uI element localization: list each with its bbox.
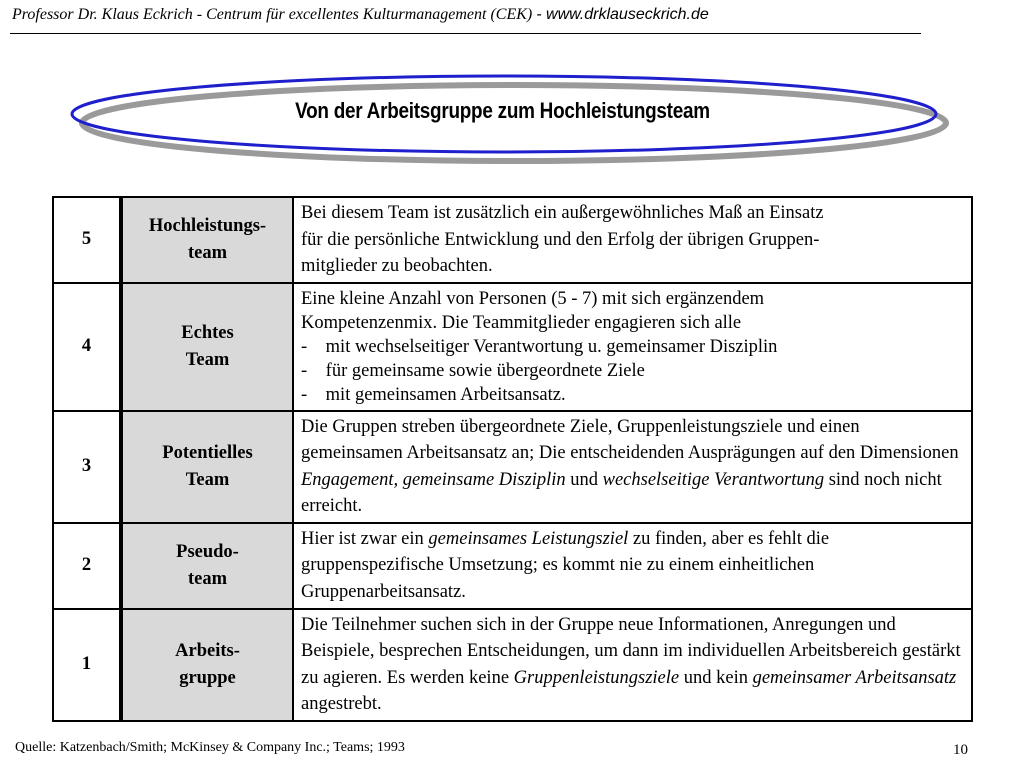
slide-title: Von der Arbeitsgruppe zum Hochleistungsteam	[295, 98, 710, 123]
desc-text: Hier ist zwar ein	[301, 528, 429, 549]
level-label	[121, 609, 293, 721]
level-label-line: Team	[185, 349, 230, 370]
level-label-line: Hochleistungs-	[148, 215, 267, 236]
level-description	[293, 523, 972, 609]
level-label-line: team	[187, 242, 228, 263]
desc-bullet: - für gemeinsame sowie übergeordnete Ziele	[301, 360, 645, 381]
level-label	[121, 283, 293, 411]
desc-text: Die Gruppen streben übergeordnete Ziele, Gruppenleistungsziele und einen gemeinsamen Arbeitsansatz an; Die entscheidenden Ausprägungen auf den Dimensionen	[301, 416, 959, 463]
desc-text: zu finden, aber es fehlt die gruppenspezifische Umsetzung; es kommt nie zu einem einheitlichen Gruppenarbeitsansatz.	[301, 528, 830, 602]
level-label-line: Pseudo-	[176, 541, 239, 562]
table-row	[53, 197, 972, 283]
desc-line: Eine kleine Anzahl von Personen (5 - 7) mit sich ergänzendem	[301, 288, 765, 309]
level-label-line: gruppe	[179, 667, 236, 688]
desc-text: sind noch nicht erreicht.	[301, 469, 942, 516]
level-label-line: Team	[185, 469, 230, 490]
level-label	[121, 523, 293, 609]
header-rule	[10, 33, 921, 34]
desc-line: für die persönliche Entwicklung und den Erfolg der übrigen Gruppen-	[301, 229, 820, 250]
page-number: 10	[953, 742, 968, 758]
desc-text: und kein	[679, 667, 753, 688]
level-description	[293, 609, 972, 721]
desc-line: Kompetenzenmix. Die Teammitglieder engagieren sich alle	[301, 312, 742, 333]
desc-bullet: - mit wechselseitiger Verantwortung u. gemeinsamer Disziplin	[301, 336, 778, 357]
team-levels-table	[52, 196, 973, 722]
level-label-line: Echtes	[181, 322, 234, 343]
level-number: 3	[53, 411, 121, 523]
level-label-line: Potentielles	[162, 442, 253, 463]
desc-text: angestrebt.	[301, 694, 382, 714]
desc-bullet: - mit gemeinsamen Arbeitsansatz.	[301, 384, 566, 405]
level-description	[293, 283, 972, 411]
level-label	[121, 411, 293, 523]
level-number: 5	[53, 197, 121, 283]
level-label-line: team	[187, 568, 228, 589]
level-number: 2	[53, 523, 121, 609]
desc-text: und	[565, 469, 603, 490]
table-row	[53, 523, 972, 609]
desc-emphasis: gemeinsames Leistungsziel	[428, 528, 629, 549]
table-row	[53, 283, 972, 411]
desc-text: Die Teilnehmer suchen sich in der Gruppe neue Informationen, Anregungen und Beispiele, besprechen Entscheidungen, um dann im individuellen Arbeitsbereich gestärkt zu agieren. Es werden keine	[301, 614, 961, 688]
header-text: Professor Dr. Klaus Eckrich - Centrum für excellentes Kulturmanagement (CEK)	[12, 6, 533, 23]
level-number: 4	[53, 283, 121, 411]
level-number: 1	[53, 609, 121, 721]
header-url: - www.drklauseckrich.de	[536, 6, 709, 23]
desc-emphasis: wechselseitige Verantwortung	[602, 469, 825, 490]
desc-emphasis: gemeinsamer Arbeitsansatz	[752, 667, 957, 688]
table-row	[53, 609, 972, 721]
level-description	[293, 197, 972, 283]
table-row	[53, 411, 972, 523]
slide-header	[12, 6, 709, 24]
desc-emphasis: Engagement, gemeinsame Disziplin	[301, 469, 566, 490]
level-label	[121, 197, 293, 283]
source-citation: Quelle: Katzenbach/Smith; McKinsey & Company Inc.; Teams; 1993	[15, 740, 405, 755]
level-label-line: Arbeits-	[175, 640, 240, 661]
desc-line: mitglieder zu beobachten.	[301, 256, 493, 276]
level-description	[293, 411, 972, 523]
desc-line: Bei diesem Team ist zusätzlich ein außergewöhnliches Maß an Einsatz	[301, 203, 824, 223]
desc-emphasis: Gruppenleistungsziele	[513, 667, 680, 688]
